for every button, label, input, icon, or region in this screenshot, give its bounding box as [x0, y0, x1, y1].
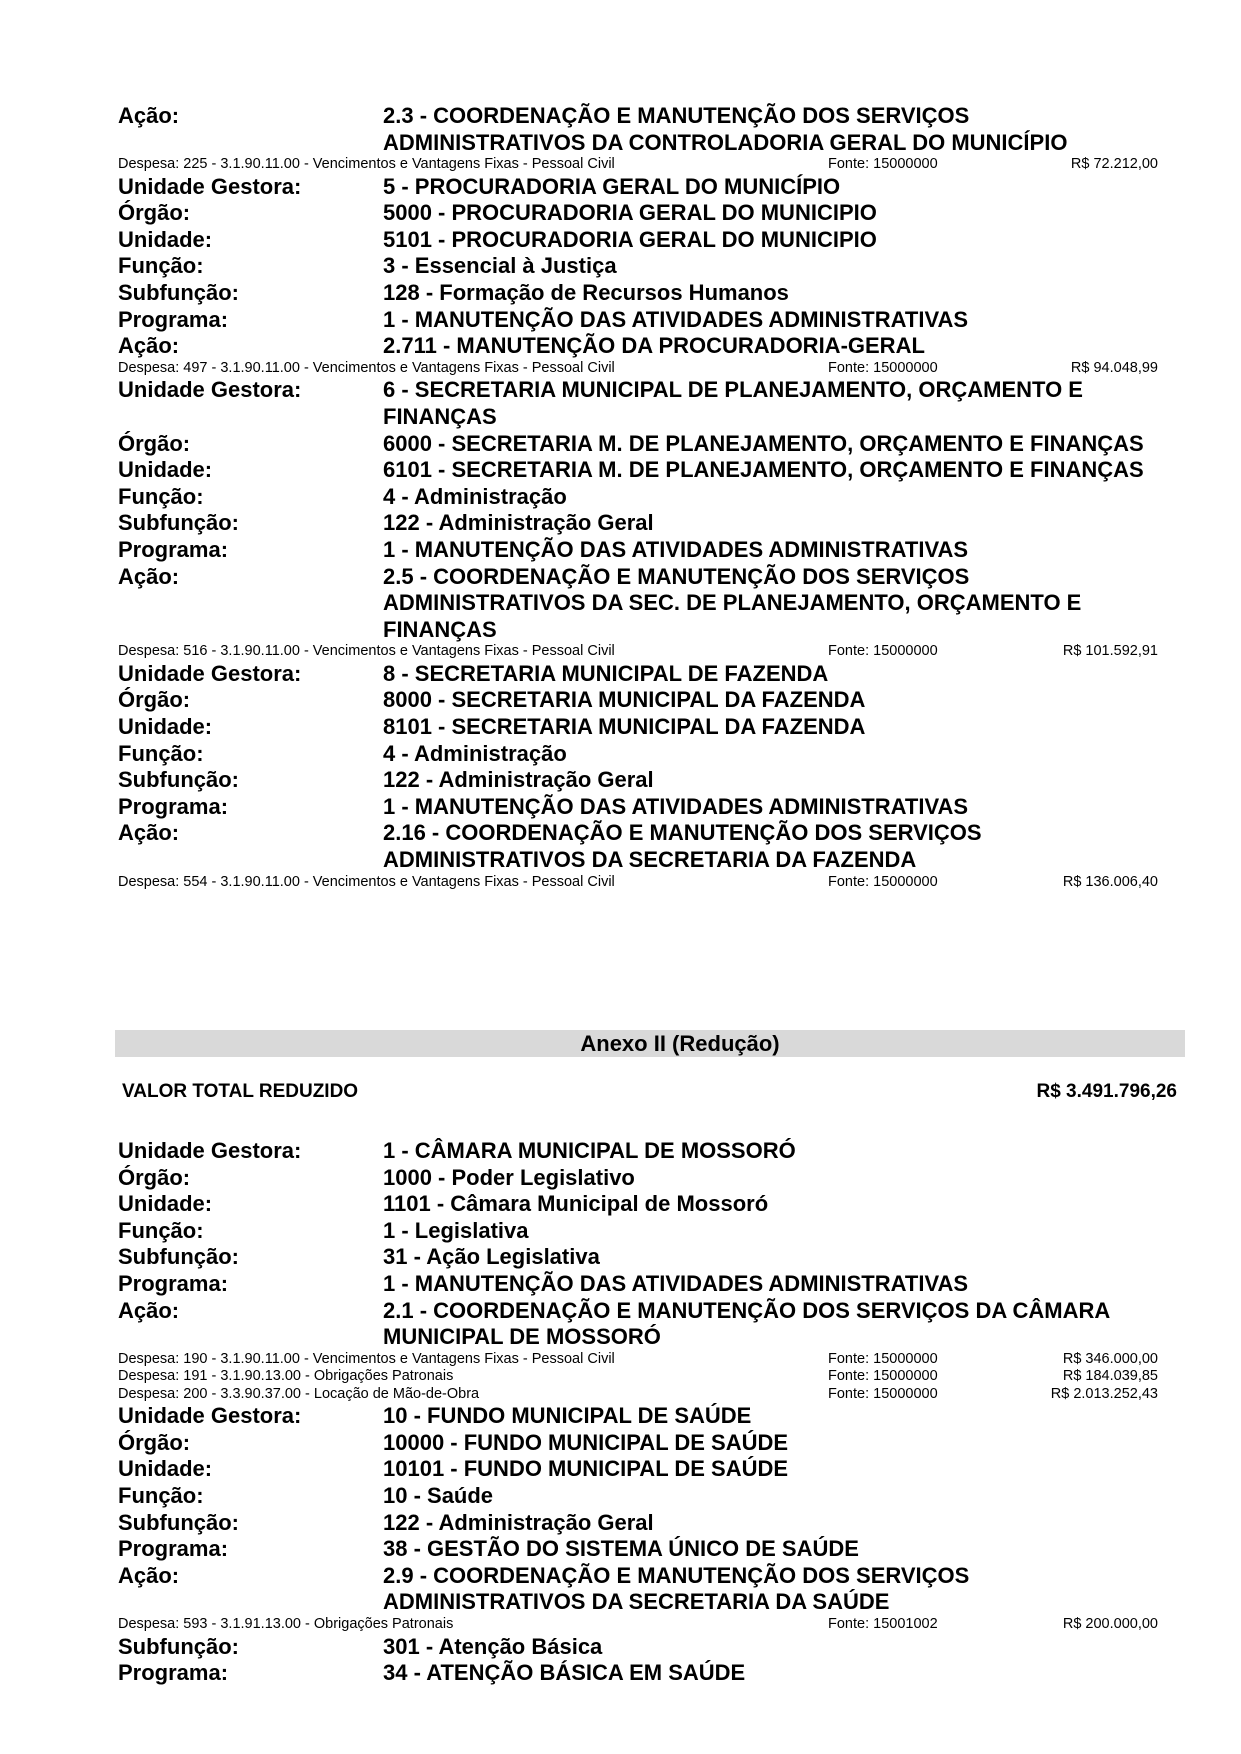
despesa-amount: R$ 136.006,40 — [1062, 873, 1158, 890]
despesa-text: Despesa: 497 - 3.1.90.11.00 - Vencimentos e Vantagens Fixas - Pessoal Civil — [118, 359, 615, 376]
despesa-fonte: Fonte: 15000000 — [828, 359, 938, 376]
orgao-row — [118, 687, 1158, 714]
programa-value: 38 - GESTÃO DO SISTEMA ÚNICO DE SAÚDE — [383, 1536, 859, 1562]
field-label: Função: — [118, 740, 204, 766]
unidade-gestora-row — [118, 174, 1158, 201]
field-label: Unidade Gestora: — [118, 173, 302, 199]
acao-row — [118, 820, 1158, 873]
programa-value: 1 - MANUTENÇÃO DAS ATIVIDADES ADMINISTRATIVAS — [383, 536, 969, 562]
acao-row — [118, 1563, 1158, 1616]
total-row — [122, 1080, 1177, 1104]
field-label: Ação: — [118, 1562, 180, 1588]
despesa-fonte: Fonte: 15000000 — [828, 1368, 938, 1385]
unidade-value: 6101 - SECRETARIA M. DE PLANEJAMENTO, ORÇAMENTO E FINANÇAS — [383, 457, 1144, 483]
despesa-amount: R$ 94.048,99 — [1070, 359, 1158, 376]
field-label: Função: — [118, 1217, 204, 1243]
despesa-line — [118, 1386, 1158, 1404]
field-label: Programa: — [118, 1536, 229, 1562]
funcao-value: 10 - Saúde — [383, 1483, 494, 1509]
subfuncao-value: 122 - Administração Geral — [383, 767, 654, 793]
funcao-row — [118, 1218, 1158, 1245]
total-label: VALOR TOTAL REDUZIDO — [122, 1081, 359, 1102]
subfuncao-row — [118, 510, 1158, 537]
despesa-text: Despesa: 191 - 3.1.90.13.00 - Obrigações Patronais — [118, 1368, 454, 1385]
unidade-gestora-value: 8 - SECRETARIA MUNICIPAL DE FAZENDA — [383, 660, 829, 686]
subfuncao-row — [118, 1634, 1158, 1661]
subfuncao-value: 128 - Formação de Recursos Humanos — [383, 280, 789, 306]
orgao-value: 1000 - Poder Legislativo — [383, 1164, 635, 1190]
field-label: Unidade Gestora: — [118, 377, 302, 403]
field-label: Ação: — [118, 333, 180, 359]
programa-row — [118, 307, 1158, 334]
programa-value: 1 - MANUTENÇÃO DAS ATIVIDADES ADMINISTRATIVAS — [383, 1270, 969, 1296]
acao-value: 2.1 - COORDENAÇÃO E MANUTENÇÃO DOS SERVIÇOS DA CÂMARA MUNICIPAL DE MOSSORÓ — [383, 1297, 1110, 1350]
despesa-fonte: Fonte: 15000000 — [828, 156, 938, 173]
acao-row — [118, 1298, 1158, 1351]
field-label: Ação: — [118, 563, 180, 589]
unidade-row — [118, 714, 1158, 741]
despesa-fonte: Fonte: 15000000 — [828, 643, 938, 660]
field-label: Programa: — [118, 1270, 229, 1296]
field-label: Ação: — [118, 103, 180, 128]
field-label: Programa: — [118, 536, 229, 562]
funcao-value: 1 - Legislativa — [383, 1217, 529, 1243]
despesa-amount: R$ 72.212,00 — [1070, 156, 1158, 173]
unidade-gestora-row — [118, 661, 1158, 688]
field-label: Programa: — [118, 306, 229, 332]
despesa-line — [118, 360, 1158, 378]
despesa-line — [118, 643, 1158, 661]
programa-value: 1 - MANUTENÇÃO DAS ATIVIDADES ADMINISTRATIVAS — [383, 306, 969, 332]
field-label: Programa: — [118, 1660, 229, 1686]
field-label: Subfunção: — [118, 1633, 239, 1659]
subfuncao-value: 301 - Atenção Básica — [383, 1633, 603, 1659]
orgao-row — [118, 200, 1158, 227]
unidade-gestora-row — [118, 1403, 1158, 1430]
funcao-value: 4 - Administração — [383, 483, 567, 509]
funcao-row — [118, 741, 1158, 768]
funcao-row — [118, 484, 1158, 511]
continuation-section — [118, 103, 1158, 891]
funcao-row — [118, 253, 1158, 280]
field-label: Subfunção: — [118, 510, 239, 536]
programa-row — [118, 1660, 1158, 1687]
despesa-line — [118, 1351, 1158, 1369]
despesa-text: Despesa: 200 - 3.3.90.37.00 - Locação de Mão-de-Obra — [118, 1385, 480, 1402]
orgao-row — [118, 1165, 1158, 1192]
unidade-gestora-value: 1 - CÂMARA MUNICIPAL DE MOSSORÓ — [383, 1138, 796, 1163]
unidade-value: 1101 - Câmara Municipal de Mossoró — [383, 1191, 769, 1217]
field-label: Unidade Gestora: — [118, 1403, 302, 1429]
acao-row — [118, 103, 1158, 156]
acao-value: 2.711 - MANUTENÇÃO DA PROCURADORIA-GERAL — [383, 333, 925, 359]
acao-row — [118, 333, 1158, 360]
despesa-fonte: Fonte: 15000000 — [828, 1385, 938, 1402]
acao-row — [118, 564, 1158, 644]
despesa-text: Despesa: 554 - 3.1.90.11.00 - Vencimentos e Vantagens Fixas - Pessoal Civil — [118, 873, 615, 890]
unidade-gestora-value: 6 - SECRETARIA MUNICIPAL DE PLANEJAMENTO, ORÇAMENTO E FINANÇAS — [383, 377, 1083, 429]
programa-value: 34 - ATENÇÃO BÁSICA EM SAÚDE — [383, 1660, 746, 1686]
despesa-fonte: Fonte: 15000000 — [828, 1350, 938, 1367]
subfuncao-row — [118, 1244, 1158, 1271]
orgao-value: 6000 - SECRETARIA M. DE PLANEJAMENTO, ORÇAMENTO E FINANÇAS — [383, 430, 1144, 456]
despesa-line — [118, 874, 1158, 892]
unidade-value: 10101 - FUNDO MUNICIPAL DE SAÚDE — [383, 1456, 789, 1482]
despesa-line — [118, 1368, 1158, 1386]
despesa-line — [118, 156, 1158, 174]
field-label: Órgão: — [118, 430, 191, 456]
annex-title: Anexo II (Redução) — [115, 1030, 1185, 1057]
field-label: Unidade Gestora: — [118, 660, 302, 686]
orgao-row — [118, 431, 1158, 458]
despesa-amount: R$ 101.592,91 — [1062, 643, 1158, 660]
unidade-gestora-row — [118, 1138, 1158, 1165]
field-label: Órgão: — [118, 1429, 191, 1455]
field-label: Subfunção: — [118, 767, 239, 793]
programa-value: 1 - MANUTENÇÃO DAS ATIVIDADES ADMINISTRATIVAS — [383, 793, 969, 819]
unidade-value: 5101 - PROCURADORIA GERAL DO MUNICIPIO — [383, 226, 877, 252]
subfuncao-row — [118, 280, 1158, 307]
acao-value: 2.3 - COORDENAÇÃO E MANUTENÇÃO DOS SERVIÇOS ADMINISTRATIVOS DA CONTROLADORIA GERAL DO MUNICÍPIO — [383, 103, 1068, 155]
field-label: Unidade Gestora: — [118, 1138, 302, 1163]
unidade-gestora-row — [118, 377, 1158, 430]
programa-row — [118, 537, 1158, 564]
despesa-text: Despesa: 516 - 3.1.90.11.00 - Vencimentos e Vantagens Fixas - Pessoal Civil — [118, 643, 615, 660]
despesa-amount: R$ 184.039,85 — [1062, 1368, 1158, 1385]
unidade-row — [118, 1456, 1158, 1483]
orgao-row — [118, 1430, 1158, 1457]
unidade-value: 8101 - SECRETARIA MUNICIPAL DA FAZENDA — [383, 713, 866, 739]
field-label: Unidade: — [118, 226, 213, 252]
despesa-amount: R$ 200.000,00 — [1062, 1616, 1158, 1632]
unidade-row — [118, 1191, 1158, 1218]
despesa-text: Despesa: 593 - 3.1.91.13.00 - Obrigações Patronais — [118, 1616, 454, 1632]
field-label: Subfunção: — [118, 1244, 239, 1270]
programa-row — [118, 794, 1158, 821]
unidade-gestora-value: 10 - FUNDO MUNICIPAL DE SAÚDE — [383, 1403, 752, 1429]
field-label: Ação: — [118, 820, 180, 846]
field-label: Programa: — [118, 793, 229, 819]
acao-value: 2.16 - COORDENAÇÃO E MANUTENÇÃO DOS SERVIÇOS ADMINISTRATIVOS DA SECRETARIA DA FAZENDA — [383, 820, 982, 872]
field-label: Órgão: — [118, 1164, 191, 1190]
despesa-text: Despesa: 190 - 3.1.90.11.00 - Vencimentos e Vantagens Fixas - Pessoal Civil — [118, 1350, 615, 1367]
field-label: Unidade: — [118, 1456, 213, 1482]
acao-value: 2.5 - COORDENAÇÃO E MANUTENÇÃO DOS SERVIÇOS ADMINISTRATIVOS DA SEC. DE PLANEJAMENTO, ORÇAMENTO E FINANÇAS — [383, 563, 1082, 642]
despesa-text: Despesa: 225 - 3.1.90.11.00 - Vencimentos e Vantagens Fixas - Pessoal Civil — [118, 156, 615, 173]
field-label: Função: — [118, 483, 204, 509]
subfuncao-row — [118, 1510, 1158, 1537]
subfuncao-value: 31 - Ação Legislativa — [383, 1244, 600, 1270]
despesa-amount: R$ 346.000,00 — [1062, 1350, 1158, 1367]
orgao-value: 8000 - SECRETARIA MUNICIPAL DA FAZENDA — [383, 687, 866, 713]
total-value: R$ 3.491.796,26 — [1036, 1081, 1177, 1102]
unidade-row — [118, 227, 1158, 254]
funcao-value: 3 - Essencial à Justiça — [383, 253, 617, 279]
funcao-row — [118, 1483, 1158, 1510]
programa-row — [118, 1271, 1158, 1298]
orgao-value: 5000 - PROCURADORIA GERAL DO MUNICIPIO — [383, 200, 877, 226]
subfuncao-row — [118, 767, 1158, 794]
field-label: Órgão: — [118, 200, 191, 226]
subfuncao-value: 122 - Administração Geral — [383, 1509, 654, 1535]
field-label: Ação: — [118, 1297, 180, 1323]
unidade-row — [118, 457, 1158, 484]
despesa-amount: R$ 2.013.252,43 — [1050, 1385, 1158, 1402]
despesa-line — [118, 1616, 1158, 1634]
orgao-value: 10000 - FUNDO MUNICIPAL DE SAÚDE — [383, 1429, 789, 1455]
field-label: Função: — [118, 253, 204, 279]
acao-value: 2.9 - COORDENAÇÃO E MANUTENÇÃO DOS SERVIÇOS ADMINISTRATIVOS DA SECRETARIA DA SAÚDE — [383, 1562, 970, 1615]
despesa-fonte: Fonte: 15000000 — [828, 873, 938, 890]
subfuncao-value: 122 - Administração Geral — [383, 510, 654, 536]
field-label: Unidade: — [118, 713, 213, 739]
field-label: Subfunção: — [118, 1509, 239, 1535]
field-label: Subfunção: — [118, 280, 239, 306]
unidade-gestora-value: 5 - PROCURADORIA GERAL DO MUNICÍPIO — [383, 173, 841, 199]
field-label: Função: — [118, 1483, 204, 1509]
field-label: Unidade: — [118, 457, 213, 483]
despesa-fonte: Fonte: 15001002 — [828, 1616, 938, 1632]
programa-row — [118, 1536, 1158, 1563]
field-label: Órgão: — [118, 687, 191, 713]
funcao-value: 4 - Administração — [383, 740, 567, 766]
field-label: Unidade: — [118, 1191, 213, 1217]
reduction-section — [118, 1138, 1158, 1687]
